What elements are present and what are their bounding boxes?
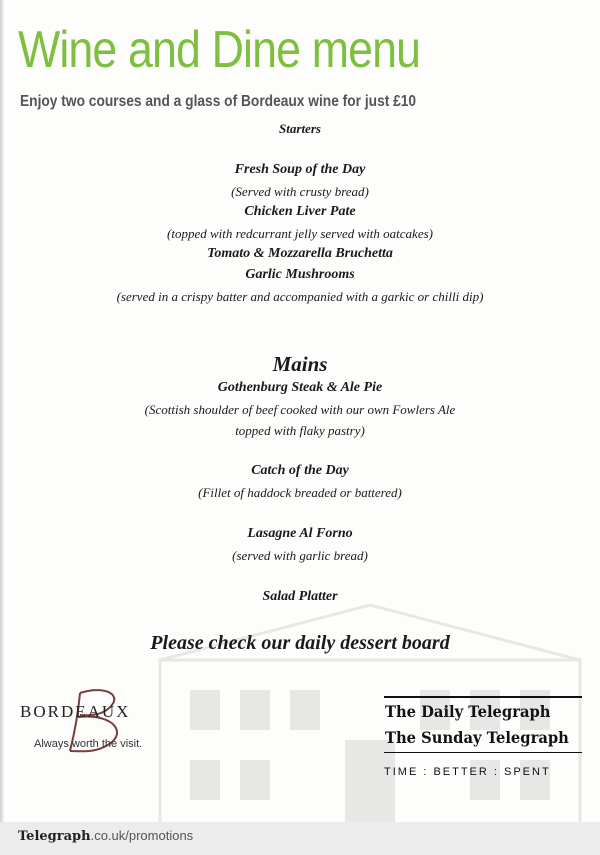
mains-heading: Mains: [272, 352, 328, 376]
main-item-desc: (Scottish shoulder of beef cooked with our own Fowlers Ale: [144, 402, 456, 417]
starter-item-desc: (Served with crusty bread): [231, 184, 369, 199]
telegraph-rule-top: [384, 696, 582, 698]
footer-url-rest: .co.uk/promotions: [90, 828, 194, 843]
sunday-telegraph-logo: The Sunday Telegraph: [385, 728, 569, 747]
main-item-desc: (served with garlic bread): [232, 548, 368, 563]
starter-item-name: Tomato & Mozzarella Bruchetta: [207, 246, 393, 261]
dessert-note: Please check our daily dessert board: [150, 632, 450, 654]
starter-item-name: Garlic Mushrooms: [245, 267, 355, 282]
starter-item-name: Chicken Liver Pate: [244, 204, 356, 219]
menu-subtitle: Enjoy two courses and a glass of Bordeaux wine for just £10: [20, 93, 417, 110]
main-item-desc: (Fillet of haddock breaded or battered): [198, 485, 402, 500]
main-item-name: Salad Platter: [262, 589, 338, 604]
telegraph-rule-bottom: [384, 752, 582, 753]
footer-brand: Telegraph: [18, 829, 91, 844]
starter-item-name: Fresh Soup of the Day: [234, 162, 366, 177]
main-item-name: Lasagne Al Forno: [247, 526, 353, 541]
main-item-name: Gothenburg Steak & Ale Pie: [217, 380, 383, 395]
telegraph-tagline: TIME : BETTER : SPENT: [384, 766, 551, 778]
starter-item-desc: (topped with redcurrant jelly served with oatcakes): [167, 226, 433, 241]
bordeaux-wordmark: BORDEAUX: [20, 702, 131, 721]
main-item-desc: topped with flaky pastry): [235, 423, 365, 438]
daily-telegraph-logo: The Daily Telegraph: [385, 702, 551, 721]
menu-title: Wine and Dine menu: [18, 21, 421, 79]
starters-heading: Starters: [279, 121, 321, 136]
main-item-name: Catch of the Day: [251, 463, 349, 478]
footer-url: [18, 828, 193, 844]
starter-item-desc: (served in a crispy batter and accompanied with a garkic or chilli dip): [116, 289, 484, 304]
bordeaux-tagline: Always worth the visit.: [34, 738, 143, 750]
